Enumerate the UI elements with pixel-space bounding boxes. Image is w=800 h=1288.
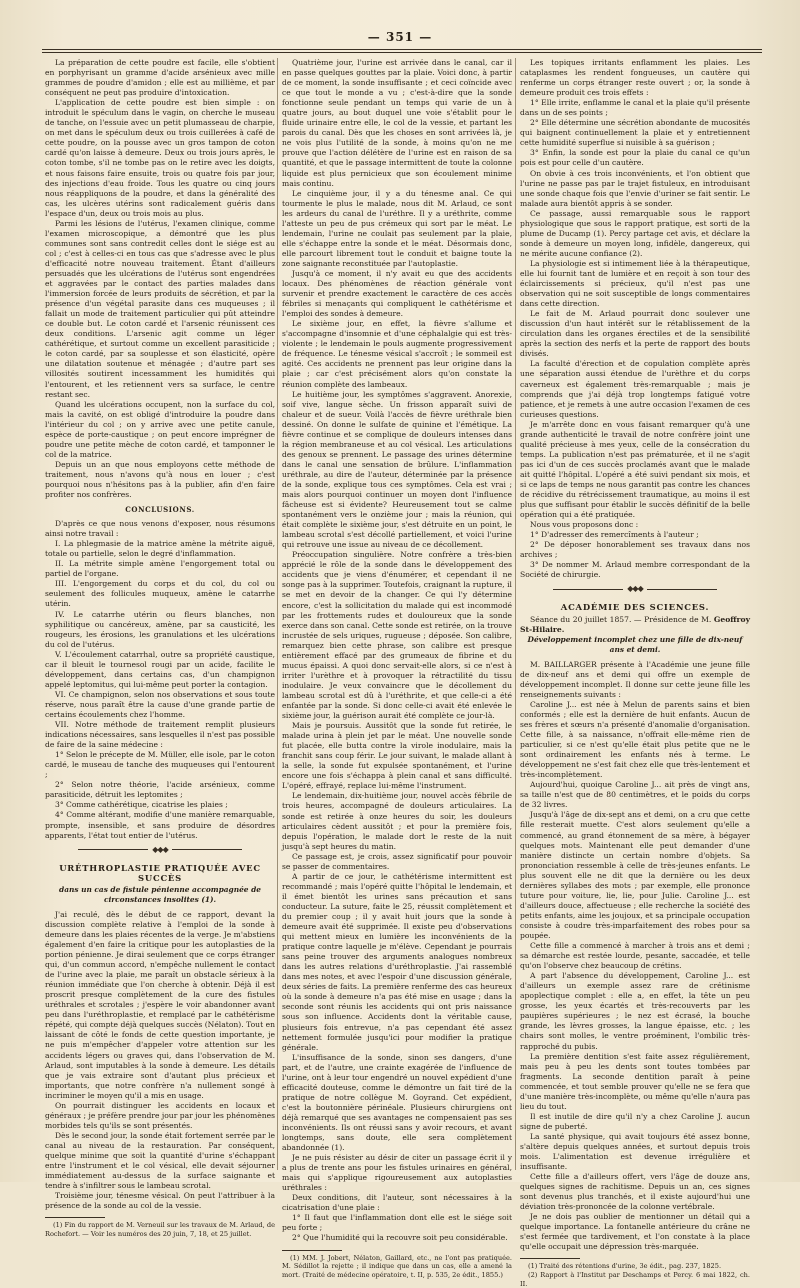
paragraph: Jusqu'à ce moment, il n'y avait eu que des accidents locaux. Des phénomènes de réaction générale vont survenir et prendre exactement le caractère de ces accès fébriles si menaçants qui compliquent le cathétérisme et l'emploi des sondes à demeure. (282, 268, 512, 319)
seance-line (520, 615, 750, 635)
paragraph: On obvie à ces trois inconvénients, et l'on obtient que l'urine ne passe pas par le trajet fistuleux, en introduisant une sonde chaque fois que l'envie d'uriner se fait sentir. Le malade aura bientôt appris à se sonder. (520, 168, 750, 208)
paragraph: Dès le second jour, la sonde était fortement serrée par le canal au niveau de la restauration. Par conséquent, quelque minime que soit la quantité d'urine s'échappant entre l'instrument et le col vésical, elle devait séjourner immédiatement au-dessus de la surface saignante et tendre à s'infiltrer sous le lambeau scrotal. (45, 1130, 275, 1191)
section-subheading: dans un cas de fistule pénienne accompagnée de circonstances insolites (1). (59, 884, 261, 904)
paragraph: L'insuffisance de la sonde, sinon ses dangers, d'une part, et de l'autre, une crainte exagérée de l'influence de l'urine, ont à leur tour engendré un nouvel expédient d'une efficacité douteuse, comme le démontre un fait tiré de la pratique de notre collègue M. Goyrand. Cet expédient, c'est la boutonnière périnéale. Plusieurs chirurgiens ont déjà remarqué que ses avantages ne compensaient pas ses inconvénients. Ils ont réussi sans y avoir recours, et avant longtemps, sans doute, elle sera complètement abandonnée (1). (282, 1052, 512, 1153)
paragraph: On pourrait distinguer les accidents en locaux et généraux ; je préfère prendre jour par jour les phénomènes morbides tels qu'ils se sont présentés. (45, 1100, 275, 1130)
paragraph: Deux conditions, dit l'auteur, sont nécessaires à la cicatrisation d'une plaie : (282, 1193, 512, 1213)
paragraph: Parmi les lésions de l'utérus, l'examen clinique, comme l'examen microscopique, a démontré que les plus communes sont sans contredit celles dont le siége est au col ; c'est à celles-ci en tous cas que s'adresse avec le plus d'efficacité notre nouveau traitement. Étant d'ailleurs persuadés que les ulcérations de l'utérus sont engendrées et aggravées par le contact des parties malades dans l'immersion forcée de leurs produits de sécrétion, et par la présence d'un végétal parasite dans ces muqueuses ; il fallait un mode de traitement particulier qui pût atteindre ce double but. Le coton cardé et l'arsenic réunissent ces deux conditions. L'arsenic agit comme un léger cathérétique, et surtout comme un excellent parasiticide ; le coton cardé, par sa souplesse et son élasticité, opère une dilatation soutenue et ménagée ; d'autre part ses villosités soutirent incessamment les humidités qui l'entourent, et les retiennent vers sa surface, le centre restant sec. (45, 218, 275, 399)
paragraph: 3° Enfin, la sonde est pour la plaie du canal ce qu'un pois est pour celle d'un cautère. (520, 148, 750, 168)
paragraph: 1° D'adresser des remercîments à l'auteur ; (530, 530, 699, 540)
paragraph: 2° Elle détermine une sécrétion abondante de mucosités qui baignent continuellement la plaie et y entretiennent cette humidité superflue si nuisible à sa guérison ; (520, 118, 750, 148)
paragraph: V. L'écoulement catarrhal, outre sa propriété caustique, car il bleuit le tournesol rougi par un acide, facilite le développement, dans certains cas, d'un champignon appelé leptomitus, qui lui-même peut porter la contagion. (45, 649, 275, 689)
paragraph: Depuis un an que nous employons cette méthode de traitement, nous n'avons qu'à nous en louer ; c'est pourquoi nous n'hésitons pas à la publier, afin d'en faire profiter nos confrères. (45, 459, 275, 500)
paragraph: 3° Comme cathérétique, cicatrise les plaies ; (55, 800, 228, 810)
header-rule (42, 49, 762, 50)
paragraph: 2° Que l'humidité qui la recouvre soit peu considérable. (292, 1233, 508, 1243)
paragraph: Je ne dois pas oublier de mentionner un détail qui a quelque importance. La fontanelle antérieure du crâne ne s'est fermée que tardivement, et l'on constate à la place qu'elle occupait une dépression très-marquée. (520, 1212, 750, 1252)
dev-heading: Développement incomplet chez une fille de dix-neuf ans et demi. (527, 634, 743, 654)
page-number: — 351 — (367, 30, 433, 44)
footnote-rule (282, 1250, 342, 1251)
paragraph: IV. Le catarrhe utérin ou fleurs blanches, non syphilitique ou cancéreux, amène, par sa causticité, les rougeurs, les érosions, les granulations et les ulcérations du col de l'utérus. (45, 609, 275, 649)
column-divider (277, 58, 278, 1170)
paragraph: La physiologie est si intimement liée à la thérapeutique, elle lui fournit tant de lumière et en reçoit à son tour des éclaircissements si précieux, qu'il n'est pas une observation qui ne soit susceptible de longs commentaires dans cette direction. (520, 258, 750, 309)
paragraph: II. La métrite simple amène l'engorgement total ou partiel de l'organe. (45, 559, 275, 579)
paragraph: Le fait de M. Arlaud pourrait donc soulever une discussion d'un haut intérêt sur le rétablissement de la circulation dans les organes érectiles et de la sensibilité après la section des nerfs et la perte de rapport des bouts divisés. (520, 309, 750, 359)
paragraph: 2° De déposer honorablement ses travaux dans nos archives ; (520, 540, 750, 560)
paragraph: Nous vous proposons donc : (530, 520, 639, 530)
conclusions-heading: CONCLUSIONS. (125, 505, 195, 515)
paragraph: M. BAILLARGER présente à l'Académie une jeune fille de dix-neuf ans et demi qui offre un exemple de développement incomplet. Il donne sur cette jeune fille les renseignements suivants : (520, 659, 750, 699)
column-middle (282, 58, 512, 1279)
paragraph: Le lendemain, dix-huitième jour, nouvel accès fébrile de trois heures, accompagné de douleurs articulaires. La sonde est retirée à onze heures du soir, les douleurs articulaires cèdent aussitôt ; et pour la première fois, depuis l'opération, le malade dort le reste de la nuit jusqu'à sept heures du matin. (282, 791, 512, 851)
paragraph: Les topiques irritants enflamment les plaies. Les cataplasmes les rendent fongueuses, un cautère qui renferme un corps étranger reste ouvert ; or, la sonde à demeure produit ces trois effets : (520, 58, 750, 98)
paragraph: Jusqu'à l'âge de dix-sept ans et demi, on a cru que cette fille resterait muette. C'est alors seulement qu'elle a commencé, au grand étonnement de sa mère, à bégayer quelques mots. Maintenant elle peut demander d'une manière distincte un certain nombre d'objets. Sa prononciation ressemble à celle de très-jeunes enfants. Le plus souvent elle ne dit que la dernière ou les deux dernières syllabes des mots ; par exemple, elle prononce tuture pour voiture, lie, lie, pour Julie. Caroline J... est d'ailleurs douce, affectueuse ; elle recherche la société des petits enfants, aime les joujoux, et sa principale occupation consiste à coudre très-imparfaitement des robes pour sa poupée. (520, 810, 750, 940)
paragraph: Ce passage, aussi remarquable sous le rapport physiologique que sous le rapport pratique, est sorti de la plume de Ducamp (1). Percy partage cet avis, et déclare la sonde à demeure un moyen long, infidèle, dangereux, qui ne mérite aucune confiance (2). (520, 208, 750, 258)
paragraph: 4° Comme altérant, modifie d'une manière remarquable, prompte, insensible, et sans produire de désordres apparents, l'état tout entier de l'utérus. (45, 810, 275, 840)
paragraph: Préoccupation singulière. Notre confrère a très-bien apprécié le rôle de la sonde dans le développement des accidents que je viens d'énumérer, et cependant il ne songe pas à la supprimer. Toutefois, craignant la rupture, il se met en devoir de la changer. Ce qui l'y détermine encore, c'est la sollicitation du malade qui est incommodé par les frottements rudes et douloureux que la sonde exerce dans son canal. Cette sonde est retirée, on la trouve incrustée de sels uriques, rugueuse ; déposée. Son calibre, remarquez bien cette phrase, son calibre est presque entièrement effacé par des grumeaux de fibrine et du mucus épaissi. A quoi donc servait-elle alors, si ce n'est à irriter l'urèthre et à provoquer la rétractilité du tissu inodulaire. Je veux convaincre que le décollement du lambeau scrotal est dû à l'uréthrite, et que celle-ci a été enfantée par la sonde. Si donc celle-ci avait été enlevée le sixième jour, la guérison aurait été complète ce jour-là. (282, 550, 512, 721)
paragraph: 1° Elle irrite, enflamme le canal et la plaie qu'il présente dans un de ses points ; (520, 98, 750, 118)
seance-president: Geoffroy St-Hilaire. (520, 614, 750, 634)
paragraph: J'ai reculé, dès le début de ce rapport, devant la discussion complète relative à l'emploi de la sonde à demeure dans les plaies récentes de la verge. Je m'abstiens également d'en faire la critique pour les autoplasties de la portion pénienne. Je dirai seulement que ce corps étranger qui, d'un commun accord, n'empêche nullement le contact de l'urine avec la plaie, me paraît un obstacle sérieux à la réunion immédiate que l'on cherche à obtenir. Déjà il est proscrit presque complètement de la cure des fistules uréthrales et scrotales ; j'espère le voir abandonner avant peu dans l'uréthroplastie, et remplacé par le cathétérisme répété, qui compte déjà quelques succès (Nélaton). Tout en laissant de côté le fonds de cette question importante, je ne puis m'empêcher d'appeler votre attention sur les accidents légers ou graves qui, dans l'observation de M. Arlaud, sont imputables à la sonde à demeure. Les détails que je vais extraire sont d'autant plus précieux et importants, que notre confrère n'a nullement songé à incriminer le moyen qu'il a mis en usage. (45, 909, 275, 1100)
column-left (45, 58, 275, 1238)
paragraph: VII. Notre méthode de traitement remplit plusieurs indications nécessaires, sans lesquelles il n'est pas possible de faire de la saine médecine : (45, 720, 275, 750)
paragraph: III. L'engorgement du corps et du col, du col ou seulement des follicules muqueux, amène le catarrhe utérin. (45, 579, 275, 609)
paragraph: Ce passage est, je crois, assez significatif pour pouvoir se passer de commentaires. (282, 851, 512, 871)
paragraph: D'après ce que nous venons d'exposer, nous résumons ainsi notre travail : (45, 519, 275, 539)
seance-text: Séance du 20 juillet 1857. — Présidence de M. (530, 614, 714, 624)
paragraph: I. La phlegmasie de la matrice amène la métrite aiguë, totale ou partielle, selon le degré d'inflammation. (45, 539, 275, 559)
paragraph: Je m'arrête donc en vous faisant remarquer qu'à une grande authenticité le travail de notre confrère joint une qualité précieuse à mes yeux, celle de la consécration du temps. La publication n'est pas prématurée, et il ne s'agit pas ici d'un de ces succès proclamés avant que le malade ait quitté l'hôpital. L'opéré a été suivi pendant six mois, et si ce laps de temps ne nous garantit pas contre les chances de récidive du rétrécissement traumatique, au moins il est plus que suffisant pour établir le succès définitif de la belle opération qui a été pratiquée. (520, 419, 750, 520)
paragraph: Je ne puis résister au désir de citer un passage écrit il y a plus de trente ans pour les fistules urinaires en général, mais qui s'applique rigoureusement aux autoplasties uréthrales : (282, 1153, 512, 1193)
paragraph: Le sixième jour, en effet, la fièvre s'allume et s'accompagne d'insomnie et d'une céphalalgie qui est très-violente ; le lendemain le pouls augmente progressivement de fréquence. Le ténesme vésical s'accroît ; le sommeil est agité. Ces accidents ne prennent pas leur origine dans la plaie ; car c'est précisément alors qu'on constate la réunion complète des lambeaux. (282, 319, 512, 389)
paragraph: Cette fille a commencé à marcher à trois ans et demi ; sa démarche est restée lourde, pesante, saccadée, et telle qu'on l'observe chez beaucoup de crétins. (520, 941, 750, 971)
paragraph: A partir de ce jour, le cathétérisme intermittent est recommandé ; mais l'opéré quitte l'hôpital le lendemain, et il émet bientôt les urines sans précaution et sans conducteur. La suture, faite le 25, réussit complètement et du premier coup ; il y avait huit jours que la sonde à demeure avait été supprimée. Il existe peu d'observations qui mettent mieux en lumière les inconvénients de la pratique contre laquelle je m'élève. Cependant je pourrais sans peine trouver des arguments analogues nombreux dans les autres relations d'uréthroplastie. J'ai rassemblé dans mes notes, et avec l'espoir d'une discussion générale, deux séries de faits. La première renferme des cas heureux où la sonde à demeure n'a pas été mise en usage ; dans la seconde sont réunis les accidents qui ont pris naissance sous son influence. Accidents dont la véritable cause, plusieurs fois entrevue, n'a pas cependant été assez nettement formulée jusqu'ici pour modifier la pratique générale. (282, 871, 512, 1052)
paragraph: Cette fille a d'ailleurs offert, vers l'âge de douze ans, quelques signes de rachitisme. Depuis un an, ces signes sont devenus plus tranchés, et il existe aujourd'hui une déviation très-prononcée de la colonne vertébrale. (520, 1172, 750, 1212)
paragraph: 1° Il faut que l'inflammation dont elle est le siége soit peu forte ; (282, 1213, 512, 1233)
header-rule (42, 52, 762, 53)
section-ornament: ◆◆◆ (520, 584, 750, 594)
paragraph: Le huitième jour, les symptômes s'aggravent. Anorexie, soif vive, langue sèche. Un frisson apparaît suivi de chaleur et de sueur. Voilà l'accès de fièvre uréthrale bien dessiné. On donne le sulfate de quinine et l'émétique. La fièvre continue et se complique de douleurs intenses dans la région membraneuse et au col vésical. Les articulations des genoux se prennent. Le passage des urines détermine dans le canal une sensation de brûlure. L'inflammation uréthrale, au dire de l'auteur, déterminée par la présence de la sonde, explique tous ces symptômes. Cela est vrai ; mais alors pourquoi continuer un moyen dont l'influence fâcheuse est si évidente? Heureusement tout se calme spontanément vers le onzième jour ; mais la réunion, qui était complète le sixième jour, s'est détruite en un point, le lambeau scrotal s'est décollé partiellement, et voici l'urine qui retrouve une issue au niveau de ce décollement. (282, 389, 512, 550)
footnote: (1) Traité des rétentions d'urine, 3e édit., pag. 237, 1825. (528, 1262, 722, 1271)
paragraph: Quand les ulcérations occupent, non la surface du col, mais la cavité, on est obligé d'introduire la poudre dans l'intérieur du col ; on y arrive avec une petite canule, espèce de porte-caustique ; on peut encore imprégner de poudre une petite mèche de coton cardé, et tamponner le col de la matrice. (45, 399, 275, 459)
footnote: (1) Fin du rapport de M. Verneuil sur les travaux de M. Arlaud, de Rochefort. — Voir les numéros des 20 juin, 7, 18, et 25 juillet. (45, 1221, 275, 1238)
section-ornament: ◆◆◆ (45, 845, 275, 855)
paragraph: L'application de cette poudre est bien simple : on introduit le spéculum dans le vagin, on cherche le museau de tanche, on l'essuie avec un petit plumasseau de charpie, on met dans le spéculum deux ou trois cuillerées à café de cette poudre, on la pousse avec un gros tampon de coton cardé qu'on laisse à demeure. Deux ou trois jours après, le coton tombe, s'il ne tombe pas on le retire avec les doigts, et nous faisons faire ensuite, trois ou quatre fois par jour, des injections d'eau froide. Tous les quatre ou cinq jours nous réappliquons de la poudre, et dans la généralité des cas, les ulcères utérins sont radicalement guéris dans l'espace d'un, deux ou trois mois au plus. (45, 98, 275, 218)
paragraph: 3° De nommer M. Arlaud membre correspondant de la Société de chirurgie. (520, 560, 750, 580)
academy-heading: ACADÉMIE DES SCIENCES. (560, 602, 710, 613)
paragraph: Quatrième jour, l'urine est arrivée dans le canal, car il en passe quelques gouttes par la plaie. Voici donc, à partir de ce moment, la sonde insuffisante ; et ceci coïncide avec ce que tout le monde a vu ; c'est-à-dire que la sonde fonctionne seule pendant un temps qui varie de un à quatre jours, au bout duquel une voie s'établit pour le fluide urinaire entre elle, le col de la vessie, et partant les parois du canal. Dès que les choses en sont arrivées là, je ne vois plus l'utilité de la sonde, à moins qu'on ne me prouve que l'action délétère de l'urine est en raison de sa quantité, et que le passage intermittent de toute la colonne liquide est plus pernicieux que son écoulement minime mais continu. (282, 58, 512, 188)
footnote: (2) Rapport à l'Institut par Deschamps et Percy. 6 mai 1822, ch. II. (520, 1271, 750, 1288)
paragraph: 1° Selon le précepte de M. Müller, elle isole, par le coton cardé, le museau de tanche des muqueuses qui l'entourent ; (45, 750, 275, 780)
paragraph: A part l'absence du développement, Caroline J... est d'ailleurs un exemple assez rare de crétinisme apoplectique complet : elle a, en effet, la tête un peu grosse, les yeux écartés et très-recouverts par les paupières supérieures ; le nez est écrasé, la bouche grande, les lèvres grosses, la langue épaisse, etc. ; les chairs sont molles, le ventre proéminent, l'ombilic très-rapproché du pubis. (520, 971, 750, 1051)
column-right (520, 58, 750, 1288)
footnote: (1) MM. J. Jobert, Nélaton, Gaillard, etc., ne l'ont pas pratiquée. M. Sédillot la rejette ; il indique que dans un cas, elle a amené la mort. (Traité de médecine opératoire, t. II, p. 535, 2e édit., 1855.) (282, 1253, 512, 1279)
paragraph: Caroline J... est née à Melun de parents sains et bien conformés ; elle est la dernière de huit enfants. Aucun de ses frères et sœurs n'a présenté d'anomalie d'organisation. Cette fille, à sa naissance, n'offrait elle-même rien de particulier, si ce n'est qu'elle était plus petite que ne le sont ordinairement les enfants nés à terme. Le développement ne s'est fait chez elle que très-lentement et très-incomplètement. (520, 699, 750, 780)
paragraph: 2° Selon notre théorie, l'acide arsénieux, comme parasiticide, détruit les leptomites ; (45, 780, 275, 800)
section-heading: URÉTHROPLASTIE PRATIQUÉE AVEC SUCCÈS (59, 862, 261, 883)
column-divider (515, 58, 516, 1170)
paragraph: VI. Ce champignon, selon nos observations et sous toute réserve, nous paraît être la cause d'une grande partie de certains écoulements chez l'homme. (45, 689, 275, 719)
footnote-rule (520, 1258, 580, 1259)
paragraph: Le cinquième jour, il y a du ténesme anal. Ce qui tourmente le plus le malade, nous dit M. Arlaud, ce sont les ardeurs du canal de l'uréthre. Il y a uréthrite, comme l'atteste un peu de pus crémeux qui sort par le méat. Le lendemain, l'urine ne coulait pas seulement par la plaie, elle s'échappe entre la sonde et le méat. Désormais donc, elle parcourt librement tout le conduit et baigne toute la zone saignante reconstituée par l'autoplastie. (282, 188, 512, 268)
paragraph: Mais je poursuis. Aussitôt que la sonde fut retirée, le malade urina à plein jet par le méat. Une nouvelle sonde fut placée, elle butta contre la virole inodulaire, mais la franchit sans coup férir. Le jour suivant, le malade allant à la selle, la sonde fut expulsée spontanément, et l'urine encore une fois s'échappa à plein canal et sans difficulté. L'opéré, effrayé, replace lui-même l'instrument. (282, 721, 512, 791)
paragraph: Il est inutile de dire qu'il n'y a chez Caroline J. aucun signe de puberté. (520, 1111, 750, 1131)
paragraph: La première dentition s'est faite assez régulièrement, mais peu à peu les dents sont toutes tombées par fragments. La seconde dentition paraît à peine commencée, et tout semble prouver qu'elle ne se fera que d'une manière très-incomplète, ou même qu'elle n'aura pas lieu du tout. (520, 1051, 750, 1111)
paragraph: La faculté d'érection et de copulation complète après une séparation aussi étendue de l'urèthre et du corps caverneux est également très-remarquable ; mais je comprends que j'ai déjà trop longtemps fatigué votre patience, et je remets à une autre occasion l'examen de ces curieuses questions. (520, 359, 750, 419)
paragraph: Troisième jour, ténesme vésical. On peut l'attribuer à la présence de la sonde au col de la vessie. (45, 1191, 275, 1211)
paragraph: La préparation de cette poudre est facile, elle s'obtient en porphyrisant un gramme d'acide arsénieux avec mille grammes de poudre d'amidon ; elle est au millième, et par conséquent ne peut pas produire d'intoxication. (45, 58, 275, 98)
footnote-rule (45, 1217, 105, 1218)
paragraph: La santé physique, qui avait toujours été assez bonne, s'altère depuis quelques années, et surtout depuis trois mois. L'alimentation est devenue irrégulière et insuffisante. (520, 1131, 750, 1172)
paragraph: Aujourd'hui, quoique Caroline J... ait près de vingt ans, sa taille n'est que de 80 centimètres, et le poids du corps de 32 livres. (520, 780, 750, 810)
